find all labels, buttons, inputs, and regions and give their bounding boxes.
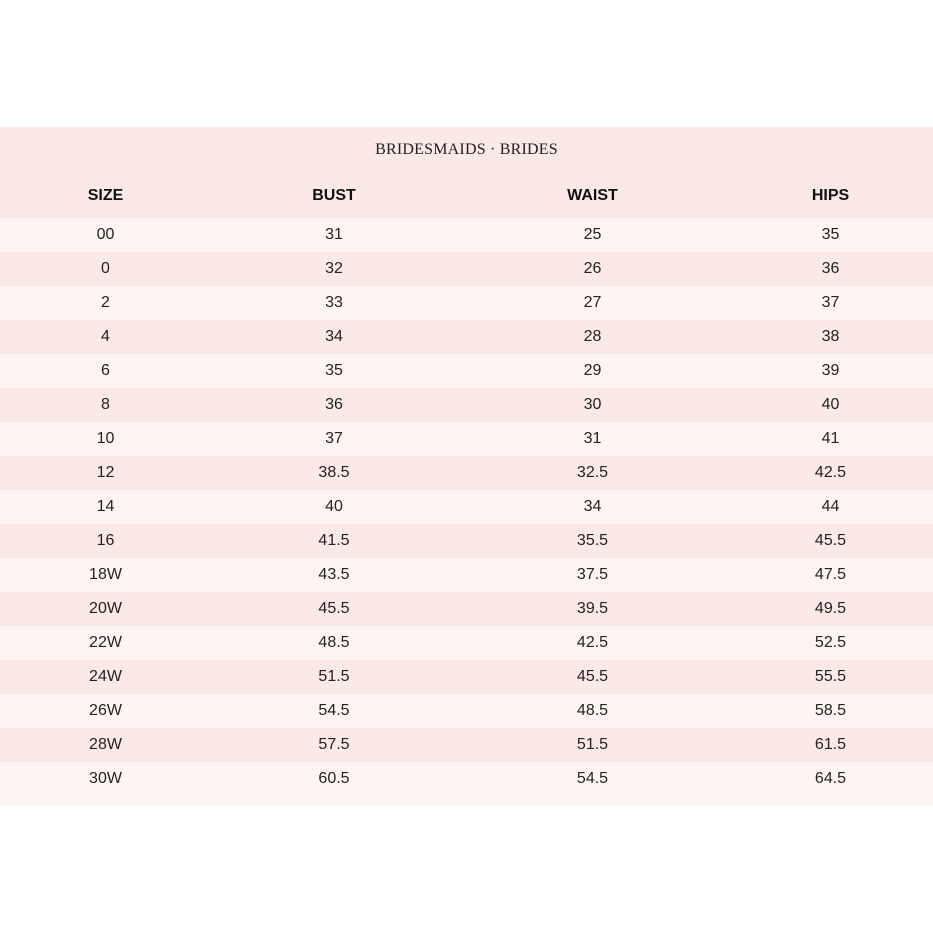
waist-cell: 31 — [583, 430, 602, 447]
waist-cell: 45.5 — [576, 668, 609, 685]
size-cell: 6 — [101, 362, 110, 379]
size-cell: 8 — [101, 396, 110, 413]
size-cell: 2 — [101, 294, 110, 311]
hips-cell: 44 — [821, 498, 840, 515]
size-cell: 10 — [96, 430, 115, 447]
hips-cell: 52.5 — [814, 634, 847, 651]
table-row — [0, 456, 933, 490]
waist-cell: 28 — [583, 328, 602, 345]
header-bust: BUST — [312, 187, 356, 204]
bust-cell: 35 — [325, 362, 343, 379]
hips-cell: 36 — [821, 260, 840, 277]
bust-cell: 40 — [325, 498, 343, 515]
size-cell: 12 — [96, 464, 115, 481]
size-cell: 22W — [89, 634, 122, 651]
chart-title: BRIDESMAIDS · BRIDES — [0, 127, 933, 174]
waist-cell: 42.5 — [576, 634, 609, 651]
size-cell: 4 — [101, 328, 110, 345]
table-row — [0, 252, 933, 286]
bust-cell: 34 — [325, 328, 343, 345]
bust-cell: 48.5 — [318, 634, 350, 651]
waist-cell: 25 — [583, 226, 602, 243]
hips-cell: 61.5 — [814, 736, 847, 753]
bust-cell: 33 — [325, 294, 343, 311]
waist-cell: 29 — [583, 362, 602, 379]
table-row — [0, 320, 933, 354]
waist-cell: 48.5 — [576, 702, 609, 719]
bottom-strip — [0, 796, 933, 805]
table-row — [0, 490, 933, 524]
size-cell: 18W — [89, 566, 122, 583]
table-row — [0, 388, 933, 422]
hips-cell: 39 — [821, 362, 840, 379]
header-row — [0, 174, 933, 218]
waist-cell: 37.5 — [576, 566, 609, 583]
size-cell: 28W — [89, 736, 122, 753]
header-size: SIZE — [87, 187, 124, 204]
waist-cell: 32.5 — [576, 464, 609, 481]
table-row — [0, 694, 933, 728]
header-waist: WAIST — [567, 187, 618, 204]
bust-cell: 43.5 — [318, 566, 350, 583]
waist-cell: 35.5 — [576, 532, 609, 549]
table-row — [0, 660, 933, 694]
hips-cell: 38 — [821, 328, 840, 345]
hips-cell: 64.5 — [814, 770, 847, 787]
hips-cell: 55.5 — [814, 668, 847, 685]
table-row — [0, 354, 933, 388]
table-row — [0, 728, 933, 762]
waist-cell: 27 — [583, 294, 602, 311]
hips-cell: 35 — [821, 226, 840, 243]
table-row — [0, 422, 933, 456]
waist-cell: 51.5 — [576, 736, 609, 753]
size-cell: 26W — [89, 702, 122, 719]
waist-cell: 54.5 — [576, 770, 609, 787]
hips-cell: 37 — [821, 294, 840, 311]
hips-cell: 40 — [821, 396, 840, 413]
hips-cell: 41 — [821, 430, 840, 447]
table-body — [0, 218, 933, 796]
bust-cell: 32 — [325, 260, 343, 277]
table-row — [0, 762, 933, 796]
bust-cell: 37 — [325, 430, 343, 447]
bust-cell: 38.5 — [318, 464, 350, 481]
size-chart — [0, 127, 933, 805]
hips-cell: 47.5 — [814, 566, 847, 583]
table-row — [0, 524, 933, 558]
hips-cell: 45.5 — [814, 532, 847, 549]
hips-cell: 49.5 — [814, 600, 847, 617]
size-cell: 24W — [89, 668, 122, 685]
bust-cell: 36 — [325, 396, 343, 413]
table-row — [0, 558, 933, 592]
size-cell: 16 — [96, 532, 115, 549]
waist-cell: 34 — [583, 498, 602, 515]
waist-cell: 39.5 — [576, 600, 609, 617]
bust-cell: 31 — [325, 226, 343, 243]
table-row — [0, 218, 933, 252]
bust-cell: 60.5 — [318, 770, 350, 787]
bust-cell: 54.5 — [318, 702, 350, 719]
waist-cell: 30 — [583, 396, 602, 413]
size-cell: 0 — [101, 260, 110, 277]
hips-cell: 58.5 — [814, 702, 847, 719]
size-cell: 00 — [96, 226, 115, 243]
table-row — [0, 626, 933, 660]
bust-cell: 51.5 — [318, 668, 350, 685]
size-cell: 14 — [96, 498, 115, 515]
table-row — [0, 592, 933, 626]
waist-cell: 26 — [583, 260, 602, 277]
size-table — [0, 174, 933, 796]
size-cell: 30W — [89, 770, 122, 787]
bust-cell: 41.5 — [318, 532, 350, 549]
hips-cell: 42.5 — [814, 464, 847, 481]
size-cell: 20W — [89, 600, 122, 617]
table-row — [0, 286, 933, 320]
bust-cell: 57.5 — [318, 736, 350, 753]
header-hips: HIPS — [811, 187, 850, 204]
bust-cell: 45.5 — [318, 600, 350, 617]
